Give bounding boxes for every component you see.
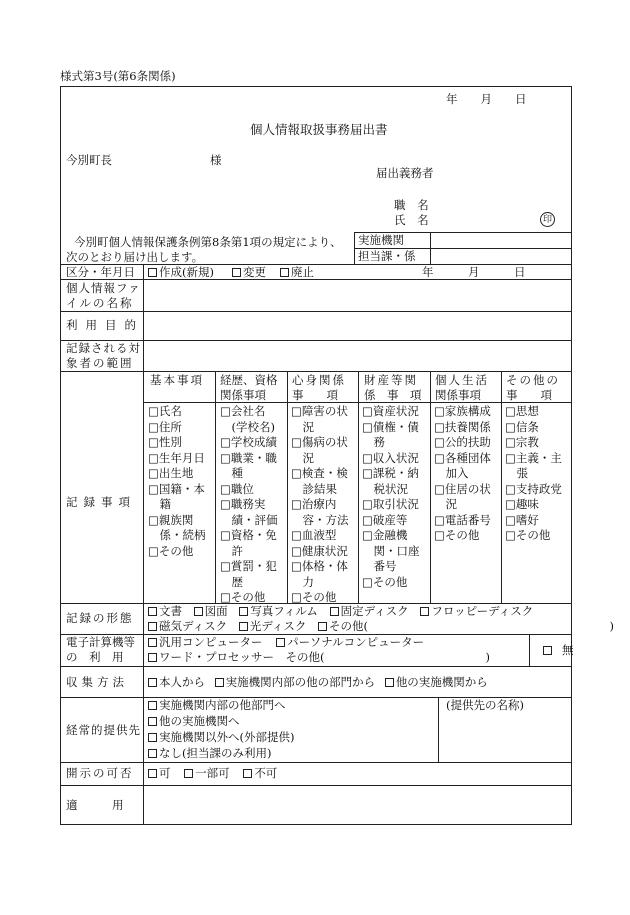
checkbox[interactable]	[215, 678, 224, 687]
checkbox[interactable]	[148, 268, 157, 277]
record-item: 況	[291, 419, 314, 434]
checkbox[interactable]	[243, 769, 252, 778]
record-item[interactable]: □家族構成	[434, 404, 491, 418]
record-item: (学校名)	[220, 419, 275, 434]
checkbox[interactable]	[148, 733, 157, 742]
col-header-life-1: 個人生活	[435, 373, 489, 387]
col-header-career-1: 経歴、資格	[220, 373, 278, 387]
record-item[interactable]: □資格・免	[220, 528, 277, 542]
form-number: 様式第3号(第6条関係)	[60, 69, 176, 83]
option-change[interactable]: 変更	[232, 265, 266, 280]
col-items-body[interactable]	[291, 404, 349, 606]
intro-text-1: 今別町個人情報保護条例第8条第1項の規定により、	[74, 235, 342, 249]
record-item: 関・口座	[362, 543, 420, 558]
record-item[interactable]: □信条	[505, 419, 539, 434]
record-item[interactable]: □性別	[148, 435, 182, 449]
record-item[interactable]: □宗教	[505, 435, 539, 449]
form-title: 個人情報取扱事務届出書	[250, 122, 388, 137]
record-item[interactable]: □債権・債	[362, 419, 419, 434]
record-item[interactable]: □扶養関係	[434, 419, 491, 434]
checkbox[interactable]	[194, 607, 203, 616]
col-header-basic: 基本事項	[150, 373, 204, 387]
option-create[interactable]: 作成(新規)	[148, 265, 214, 280]
record-item[interactable]: □傷病の状	[291, 435, 348, 449]
record-item: 務	[362, 435, 385, 449]
col-header-asset-1: 財産等関	[364, 373, 418, 387]
col-items-basic[interactable]	[148, 404, 206, 559]
record-item[interactable]: □その他	[434, 528, 480, 542]
honorific: 様	[210, 153, 222, 167]
record-items-label: 記録事項	[66, 495, 136, 509]
record-item[interactable]: □職務実	[220, 497, 266, 511]
record-item: 況	[434, 497, 457, 511]
provision-option-3[interactable]: 実施機関以外へ(外部提供)	[148, 730, 294, 745]
checkbox[interactable]	[184, 769, 193, 778]
record-item: 歴	[220, 574, 243, 589]
provision-option-4[interactable]: なし(担当課のみ利用)	[148, 746, 271, 761]
checkbox[interactable]	[420, 607, 429, 616]
record-item[interactable]: □金融機	[362, 528, 408, 542]
record-item: 税状況	[362, 481, 408, 496]
checkbox[interactable]	[280, 268, 289, 277]
checkbox[interactable]	[239, 607, 248, 616]
computer-none[interactable]: 無	[543, 643, 574, 658]
col-items-life[interactable]	[434, 404, 491, 544]
computer-label-1: 電子計算機等	[66, 635, 135, 649]
record-item[interactable]: □取引状況	[362, 497, 419, 511]
record-item: 況	[291, 450, 314, 465]
record-item[interactable]: □課税・納	[362, 466, 419, 480]
record-item[interactable]: □親族関	[148, 512, 194, 527]
checkbox[interactable]	[385, 678, 394, 687]
checkbox[interactable]	[148, 653, 157, 662]
provision-option-2[interactable]: 他の実施機関へ	[148, 714, 240, 729]
record-item[interactable]: □各種団体	[434, 450, 491, 465]
col-items-asset[interactable]	[362, 404, 420, 590]
record-item: 容・方法	[291, 512, 349, 527]
record-item[interactable]: □会社名	[220, 404, 266, 418]
col-header-body-2: 事 項	[292, 388, 338, 402]
computer-label-2: の 利 用	[66, 650, 124, 664]
col-items-other[interactable]	[505, 404, 562, 544]
record-item[interactable]: □国籍・本	[148, 481, 205, 496]
record-item[interactable]: □電話番号	[434, 512, 491, 527]
record-item[interactable]: □趣味	[505, 497, 539, 511]
checkbox[interactable]	[232, 268, 241, 277]
checkbox[interactable]	[543, 646, 552, 655]
record-item[interactable]: □氏名	[148, 404, 182, 418]
checkbox[interactable]	[148, 607, 157, 616]
record-item: 診結果	[291, 481, 337, 496]
intro-text-2: 次のとおり届け出します。	[66, 250, 204, 264]
record-form-line1[interactable]: 文書 図面 写真フィルム 固定ディスク フロッピーディスク	[148, 604, 533, 619]
collection-label: 収集方法	[66, 675, 128, 689]
record-item[interactable]: □健康状況	[291, 543, 348, 558]
checkbox[interactable]	[148, 638, 157, 647]
record-item[interactable]: □収入状況	[362, 450, 419, 465]
file-name-label-1: 個人情報ファ	[66, 281, 141, 295]
record-item: 力	[291, 574, 314, 589]
category-label: 区分・年月日	[66, 265, 135, 279]
record-item[interactable]: □その他	[362, 574, 408, 589]
record-item[interactable]: □体格・体	[291, 559, 348, 573]
record-item[interactable]: □職業・職	[220, 450, 277, 465]
record-item: 張	[505, 466, 528, 480]
checkbox[interactable]	[148, 749, 157, 758]
record-item[interactable]: □賞罰・犯	[220, 559, 277, 573]
subjects-label-1: 記録される対	[66, 341, 141, 355]
record-item: 績・評価	[220, 512, 278, 527]
record-item[interactable]: □出生地	[148, 466, 194, 480]
provision-label: 経常的提供先	[66, 723, 141, 737]
position-label: 職 名	[394, 198, 433, 212]
col-header-other-1: その他の	[506, 373, 560, 387]
record-item[interactable]: □公的扶助	[434, 435, 491, 449]
record-item[interactable]: □学校成績	[220, 435, 277, 449]
col-header-body-1: 心身関係	[292, 373, 346, 387]
record-item: 係・続柄	[148, 528, 206, 542]
record-item[interactable]: □その他	[148, 543, 194, 558]
provision-option-1[interactable]: 実施機関内部の他部門へ	[148, 698, 286, 713]
record-item[interactable]: □住所	[148, 419, 182, 434]
remarks-label: 適 用	[66, 798, 124, 812]
record-item[interactable]: □住居の状	[434, 481, 491, 496]
record-item[interactable]: □主義・主	[505, 450, 562, 465]
record-form-label: 記録の形態	[66, 611, 134, 625]
record-item[interactable]: □血液型	[291, 528, 337, 542]
col-header-asset-2: 係 事 項	[364, 388, 422, 402]
option-abolish[interactable]: 廃止	[280, 265, 314, 280]
record-item: 加入	[434, 466, 469, 480]
subjects-label-2: 象者の範囲	[66, 356, 134, 370]
checkbox[interactable]	[148, 678, 157, 687]
checkbox[interactable]	[318, 622, 327, 631]
checkbox[interactable]	[148, 701, 157, 710]
provision-recipient: (提供先の名称)	[446, 698, 524, 712]
dept-label: 担当課・係	[358, 249, 416, 263]
record-item[interactable]: □その他	[220, 590, 266, 604]
computer-line1[interactable]: 汎用コンピューター パーソナルコンピューター	[148, 635, 424, 650]
declarant-label: 届出義務者	[376, 166, 434, 180]
purpose-label: 利用目的	[66, 318, 144, 332]
record-item[interactable]: □その他	[505, 528, 551, 542]
record-item[interactable]: □生年月日	[148, 450, 205, 465]
checkbox[interactable]	[148, 717, 157, 726]
seal-mark: 印	[540, 212, 555, 227]
checkbox[interactable]	[330, 607, 339, 616]
record-form-line2[interactable]: 磁気ディスク 光ディスク その他( )	[148, 619, 614, 634]
file-name-label-2: イルの名称	[66, 296, 134, 310]
checkbox[interactable]	[276, 638, 285, 647]
record-item[interactable]: □職位	[220, 481, 254, 496]
name-label: 氏 名	[394, 213, 433, 227]
record-item: 許	[220, 543, 243, 558]
record-item[interactable]: □思想	[505, 404, 539, 418]
category-date: 年 月 日	[422, 265, 526, 279]
col-items-career[interactable]	[220, 404, 278, 606]
record-item[interactable]: □破産等	[362, 512, 408, 527]
record-item: 番号	[362, 559, 397, 573]
checkbox[interactable]	[148, 769, 157, 778]
col-header-other-2: 事 項	[506, 388, 552, 402]
agency-label: 実施機関	[358, 233, 404, 247]
record-item[interactable]: □その他	[291, 590, 337, 604]
collection-options[interactable]: 本人から 実施機関内部の他の部門から 他の実施機関から	[148, 675, 488, 690]
record-item: 種	[220, 466, 243, 480]
date-line: 年 月 日	[446, 92, 527, 106]
record-item[interactable]: □嗜好	[505, 512, 539, 527]
disclosure-label: 開示の可否	[66, 766, 134, 780]
col-header-life-2: 関係事項	[435, 388, 481, 402]
record-item[interactable]: □資産状況	[362, 404, 419, 418]
record-item[interactable]: □障害の状	[291, 404, 348, 418]
col-header-career-2: 関係事項	[220, 388, 266, 402]
checkbox[interactable]	[148, 622, 157, 631]
record-item[interactable]: □支持政党	[505, 481, 562, 496]
record-item[interactable]: □検査・検	[291, 466, 348, 480]
record-item[interactable]: □治療内	[291, 497, 337, 511]
computer-line2[interactable]: ワード・プロセッサー その他( )	[148, 650, 490, 665]
addressee: 今別町長	[66, 153, 112, 167]
disclosure-options[interactable]: 可 一部可 不可	[148, 766, 277, 781]
checkbox[interactable]	[239, 622, 248, 631]
record-item: 籍	[148, 497, 171, 511]
